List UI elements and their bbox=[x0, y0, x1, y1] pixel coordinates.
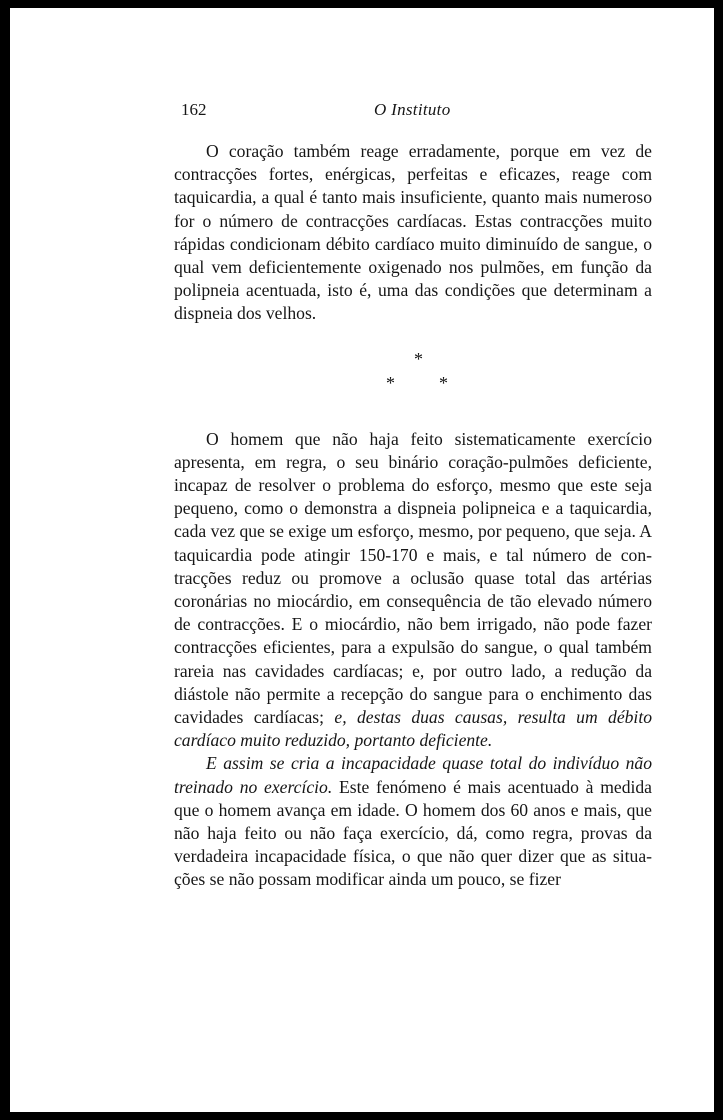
emphasis-text: E assim se cria a incapacidade quase total do indivíduo não treinado no exercício. bbox=[174, 753, 652, 797]
paragraph-text: Este fenómeno é mais acentuado à medida que o homem avança em idade. O homem dos 60 anos e mais, que não haja feito ou não faça exercício, dá, como regra, provas da verdadeira incapacidade física, o que não quer dizer que as situações se não possam modificar ainda um pouco, se fizer bbox=[174, 776, 652, 890]
paragraph-untrained-man bbox=[174, 428, 652, 753]
section-separator bbox=[174, 342, 652, 410]
paragraph-incapacity bbox=[174, 752, 652, 891]
paragraph-heart-response: O coração também reage erradamente, porque em vez de contracções fortes, enérgicas, perfeitas e eficazes, reage com taquicardia, a qual é tanto mais insuficiente, quanto mais numeroso for o número de contracções cardíacas. Estas contracções muito rápidas condicionam débito cardíaco muito diminuído de sangue, o qual vem deficientemente oxigenado nos pulmões, em função da polipneia acentuada, isto é, uma das condições que determinam a dispneia dos velhos. bbox=[174, 141, 652, 324]
emphasis-text: e, destas duas causas, resulta um débito cardíaco muito reduzido, portanto deficiente. bbox=[174, 707, 653, 751]
book-page bbox=[10, 8, 714, 1112]
page-number: 162 bbox=[181, 100, 207, 119]
separator-star: * bbox=[414, 348, 423, 369]
separator-star: * bbox=[386, 372, 395, 393]
running-head bbox=[174, 100, 652, 126]
journal-title: O Instituto bbox=[374, 100, 451, 119]
page-content bbox=[174, 100, 652, 892]
separator-star: * bbox=[439, 372, 448, 393]
paragraph-text: O homem que não haja feito sistematicamente exercício apresenta, em regra, o seu binário coração-pulmões deficiente, incapaz de resolver o problema do esforço, mesmo que este seja pequeno, como o demonstra a dispneia polipneica e a taquicardia, cada vez que se exige um esforço, mesmo, por pequeno, que seja. A taquicardia pode atingir 150-170 e mais, e tal número de contracções reduz ou promove a oclusão quase total das artérias coronárias no miocárdio, em consequência de tão elevado número de contracções. E o miocárdio, não bem irrigado, não pode fazer contracções eficientes, para a expulsão do sangue, o qual também rareia nas cavidades cardíacas; e, por outro lado, a redução da diástole não permite a recepção do sangue para o enchimento das cavidades cardíacas; bbox=[174, 428, 652, 728]
